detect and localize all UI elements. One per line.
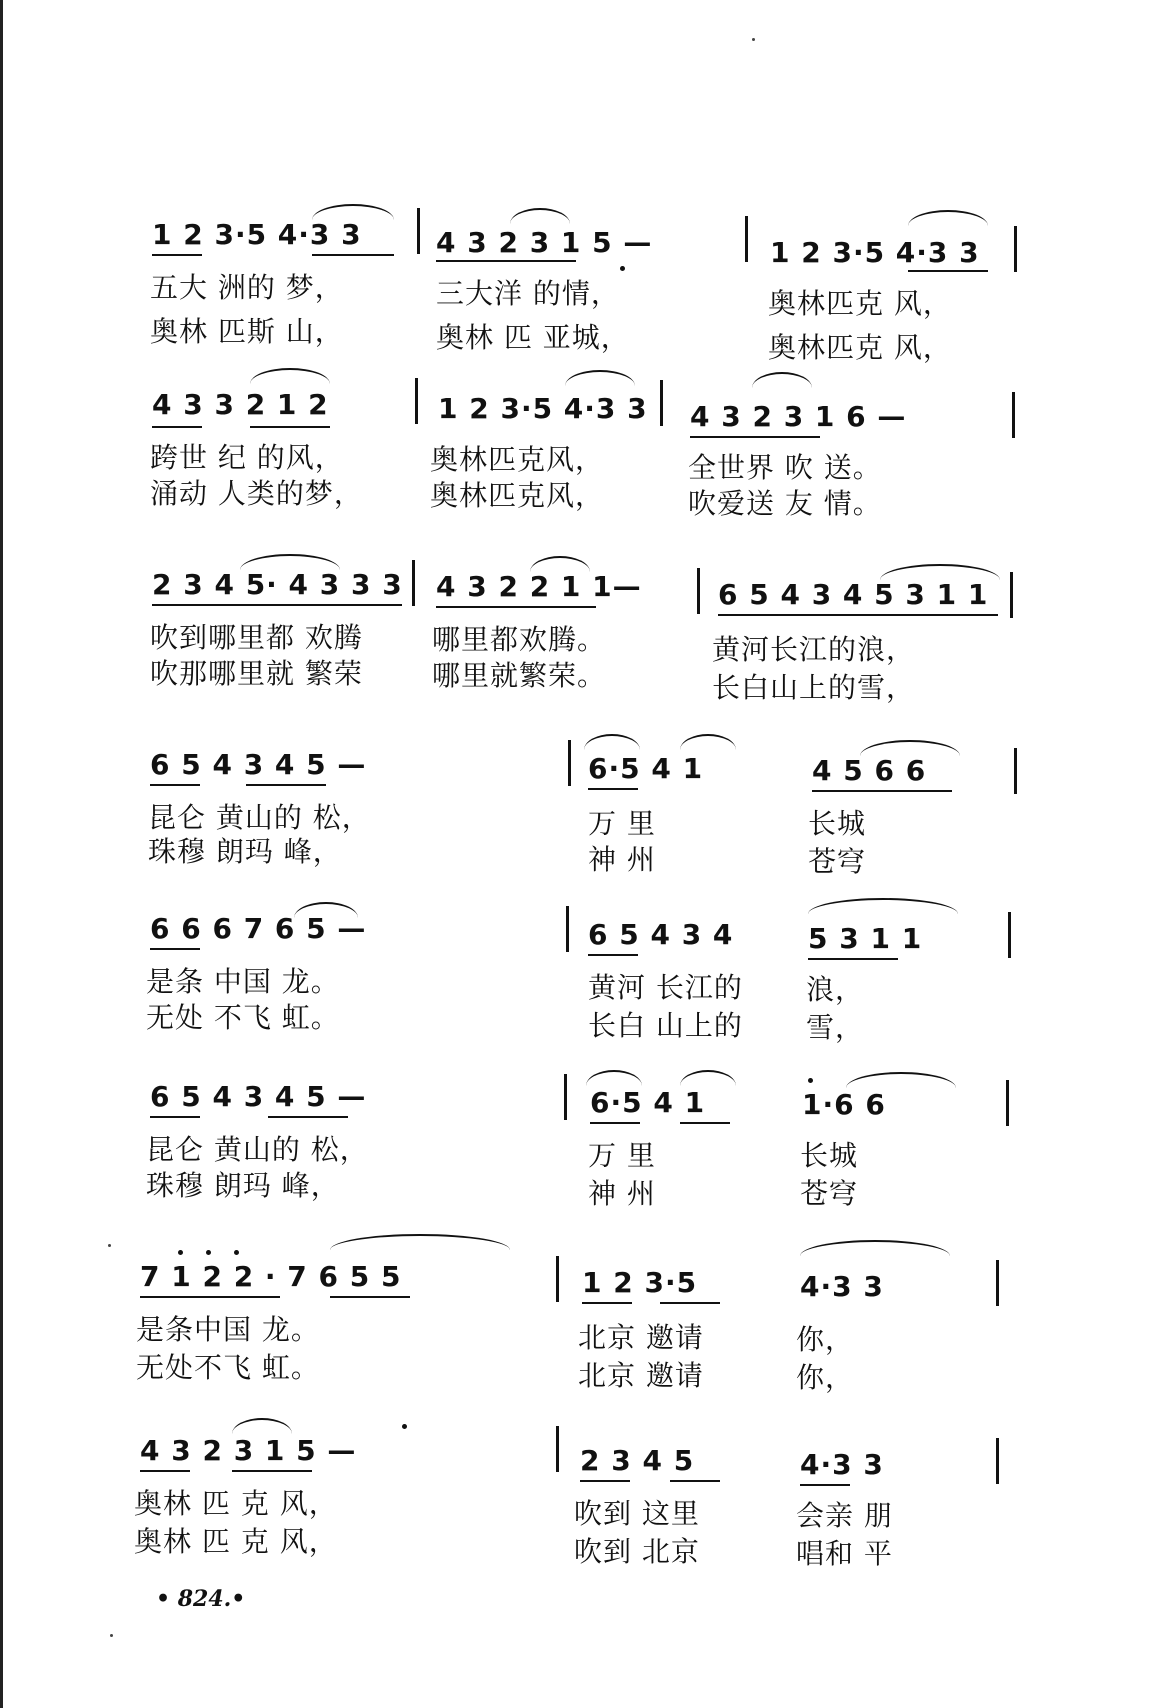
score-system-6	[0, 1060, 1170, 1225]
duration-underline	[140, 1296, 280, 1298]
duration-underline	[152, 426, 202, 428]
lyric-verse-1: 全世界 吹 送。	[688, 451, 882, 484]
lyric-verse-2: 奥林匹克风，	[430, 479, 605, 512]
slur	[908, 210, 988, 226]
bar-line	[564, 1074, 567, 1120]
duration-underline	[808, 958, 898, 960]
slur	[808, 898, 958, 914]
lyric-verse-1: 吹到哪里都 欢腾	[150, 621, 363, 654]
notation-measure: 6 5 4 3 4 5 3 1 1	[718, 578, 989, 611]
lyric-verse-2: 唱和 平	[796, 1537, 893, 1570]
slur	[250, 368, 330, 384]
bar-line	[412, 560, 415, 606]
duration-underline	[150, 948, 200, 950]
score-system-1	[0, 200, 1170, 365]
lyric-verse-2: 神 州	[588, 843, 656, 876]
lyric-verse-2: 无处不飞 虹。	[136, 1351, 320, 1384]
slur	[565, 370, 635, 386]
slur	[330, 1234, 510, 1250]
notation-measure: 4 3 3 2 1 2	[152, 388, 329, 421]
score-system-2	[0, 362, 1170, 527]
lyric-verse-1: 是条中国 龙。	[136, 1313, 320, 1346]
duration-underline	[152, 604, 402, 606]
lyric-verse-1: 黄河 长江的	[588, 971, 743, 1004]
notation-measure: 4 3 2 3 1 5 —	[436, 226, 653, 259]
duration-underline	[436, 606, 596, 608]
duration-underline	[588, 954, 638, 956]
lyric-verse-2: 雪，	[806, 1011, 865, 1044]
octave-dot	[402, 1424, 407, 1429]
octave-dot	[178, 1250, 183, 1255]
lyric-verse-2: 苍穹	[808, 845, 867, 878]
lyric-verse-1: 你，	[796, 1323, 855, 1356]
bar-line	[568, 740, 571, 786]
octave-dot	[808, 1078, 813, 1083]
score-system-7	[0, 1230, 1170, 1395]
bar-line	[566, 906, 569, 952]
duration-underline	[800, 1484, 850, 1486]
lyric-verse-2: 珠穆 朗玛 峰，	[146, 1169, 340, 1202]
bar-line	[556, 1256, 559, 1302]
lyric-verse-2: 你，	[796, 1361, 855, 1394]
lyric-verse-1: 昆仑 黄山的 松，	[146, 1133, 369, 1166]
lyric-verse-2: 哪里就繁荣。	[432, 659, 607, 692]
score-system-4	[0, 722, 1170, 887]
notation-measure: 2 3 4 5· 4 3 3 3	[152, 568, 403, 601]
duration-underline	[268, 1116, 348, 1118]
lyric-verse-1: 黄河长江的浪，	[712, 633, 916, 666]
lyric-verse-2: 北京 邀请	[578, 1359, 704, 1392]
lyric-verse-2: 无处 不飞 虹。	[146, 1001, 340, 1034]
lyric-verse-1: 是条 中国 龙。	[146, 965, 340, 998]
score-system-5	[0, 892, 1170, 1057]
duration-underline	[588, 788, 638, 790]
bar-line	[1006, 1080, 1009, 1126]
lyric-verse-1: 会亲 朋	[796, 1499, 893, 1532]
notation-measure: 6 6 6 7 6 5 —	[150, 912, 367, 945]
bar-line	[697, 568, 700, 614]
duration-underline	[250, 426, 330, 428]
duration-underline	[140, 1470, 190, 1472]
bar-line	[417, 208, 420, 254]
duration-underline	[150, 784, 200, 786]
duration-underline	[436, 260, 576, 262]
lyric-verse-2: 奥林 匹 克 风，	[134, 1525, 338, 1558]
octave-dot	[620, 266, 625, 271]
lyric-verse-1: 长城	[808, 807, 867, 840]
lyric-verse-1: 北京 邀请	[578, 1321, 704, 1354]
notation-measure: 7 1 2 2 · 7 6 5 5	[140, 1260, 402, 1293]
bar-line	[996, 1438, 999, 1484]
duration-underline	[246, 784, 326, 786]
bar-line	[415, 378, 418, 424]
lyric-verse-2: 奥林 匹斯 山，	[150, 315, 344, 348]
lyric-verse-2: 珠穆 朗玛 峰，	[148, 835, 342, 868]
lyric-verse-1: 长城	[800, 1139, 859, 1172]
bar-line	[660, 380, 663, 426]
page-number: • 824.•	[156, 1586, 246, 1612]
bar-line	[996, 1260, 999, 1306]
lyric-verse-2: 涌动 人类的梦，	[150, 477, 363, 510]
notation-measure: 4·3 3	[800, 1270, 884, 1303]
lyric-verse-2: 吹那哪里就 繁荣	[150, 657, 363, 690]
duration-underline	[150, 1116, 200, 1118]
duration-underline	[718, 614, 998, 616]
notation-measure: 6 5 4 3 4	[588, 918, 734, 951]
lyric-verse-1: 吹到 这里	[574, 1497, 700, 1530]
octave-dot	[206, 1250, 211, 1255]
notation-measure: 1 2 3·5 4·3 3	[438, 392, 648, 425]
slur	[586, 1070, 642, 1086]
slur	[232, 1418, 292, 1434]
bar-line	[745, 216, 748, 262]
lyric-verse-2: 长白山上的雪，	[712, 671, 916, 704]
slur	[752, 372, 812, 388]
duration-underline	[590, 1122, 640, 1124]
lyric-verse-2: 吹爱送 友 情。	[688, 487, 882, 520]
bar-line	[1008, 912, 1011, 958]
slur	[510, 208, 570, 224]
duration-underline	[152, 254, 202, 256]
notation-measure: 1 2 3·5 4·3 3	[770, 236, 980, 269]
lyric-verse-2: 吹到 北京	[574, 1535, 700, 1568]
duration-underline	[670, 1480, 720, 1482]
duration-underline	[908, 270, 988, 272]
lyric-verse-2: 神 州	[588, 1177, 656, 1210]
lyric-verse-1: 奥林 匹 克 风，	[134, 1487, 338, 1520]
notation-measure: 1 2 3·5 4·3 3	[152, 218, 362, 251]
notation-measure: 2 3 4 5	[580, 1444, 695, 1477]
duration-underline	[812, 790, 952, 792]
lyric-verse-1: 万 里	[588, 807, 656, 840]
duration-underline	[680, 1122, 730, 1124]
scan-speck	[752, 38, 755, 41]
notation-measure: 4 3 2 3 1 5 —	[140, 1434, 357, 1467]
notation-measure: 5 3 1 1	[808, 922, 923, 955]
slur	[680, 734, 736, 750]
notation-measure: 1·6 6	[802, 1088, 886, 1121]
lyric-verse-1: 五大 洲的 梦，	[150, 271, 344, 304]
slur	[680, 1070, 736, 1086]
notation-measure: 4 5 6 6	[812, 754, 927, 787]
octave-dot	[234, 1250, 239, 1255]
lyric-verse-2: 苍穹	[800, 1177, 859, 1210]
notation-measure: 6·5 4 1	[590, 1086, 706, 1119]
slur	[584, 734, 640, 750]
duration-underline	[582, 1302, 632, 1304]
bar-line	[556, 1426, 559, 1472]
lyric-verse-1: 哪里都欢腾。	[432, 623, 607, 656]
notation-measure: 4·3 3	[800, 1448, 884, 1481]
notation-measure: 4 3 2 3 1 6 —	[690, 400, 907, 433]
scan-speck	[110, 1634, 113, 1637]
score-system-8	[0, 1408, 1170, 1573]
notation-measure: 1 2 3·5	[582, 1266, 698, 1299]
lyric-verse-2: 长白 山上的	[588, 1009, 743, 1042]
bar-line	[1014, 748, 1017, 794]
lyric-verse-2: 奥林匹克 风，	[768, 331, 952, 364]
duration-underline	[232, 1470, 312, 1472]
lyric-verse-1: 奥林匹克 风，	[768, 287, 952, 320]
lyric-verse-1: 万 里	[588, 1139, 656, 1172]
notation-measure: 4 3 2 2 1 1—	[436, 570, 642, 603]
notation-measure: 6 5 4 3 4 5 —	[150, 1080, 367, 1113]
duration-underline	[690, 436, 820, 438]
lyric-verse-2: 奥林 匹 亚城，	[436, 321, 630, 354]
duration-underline	[312, 254, 394, 256]
slur	[846, 1072, 956, 1088]
score-system-3	[0, 542, 1170, 707]
lyric-verse-1: 三大洋 的情，	[436, 277, 620, 310]
duration-underline	[660, 1302, 720, 1304]
slur	[800, 1240, 950, 1256]
lyric-verse-1: 跨世 纪 的风，	[150, 441, 344, 474]
lyric-verse-1: 昆仑 黄山的 松，	[148, 801, 371, 834]
notation-measure: 6 5 4 3 4 5 —	[150, 748, 367, 781]
duration-underline	[580, 1480, 630, 1482]
duration-underline	[330, 1296, 410, 1298]
notation-measure: 6·5 4 1	[588, 752, 704, 785]
bar-line	[1014, 226, 1017, 272]
lyric-verse-1: 奥林匹克风，	[430, 443, 605, 476]
bar-line	[1010, 572, 1013, 618]
lyric-verse-1: 浪，	[806, 973, 865, 1006]
bar-line	[1012, 392, 1015, 438]
